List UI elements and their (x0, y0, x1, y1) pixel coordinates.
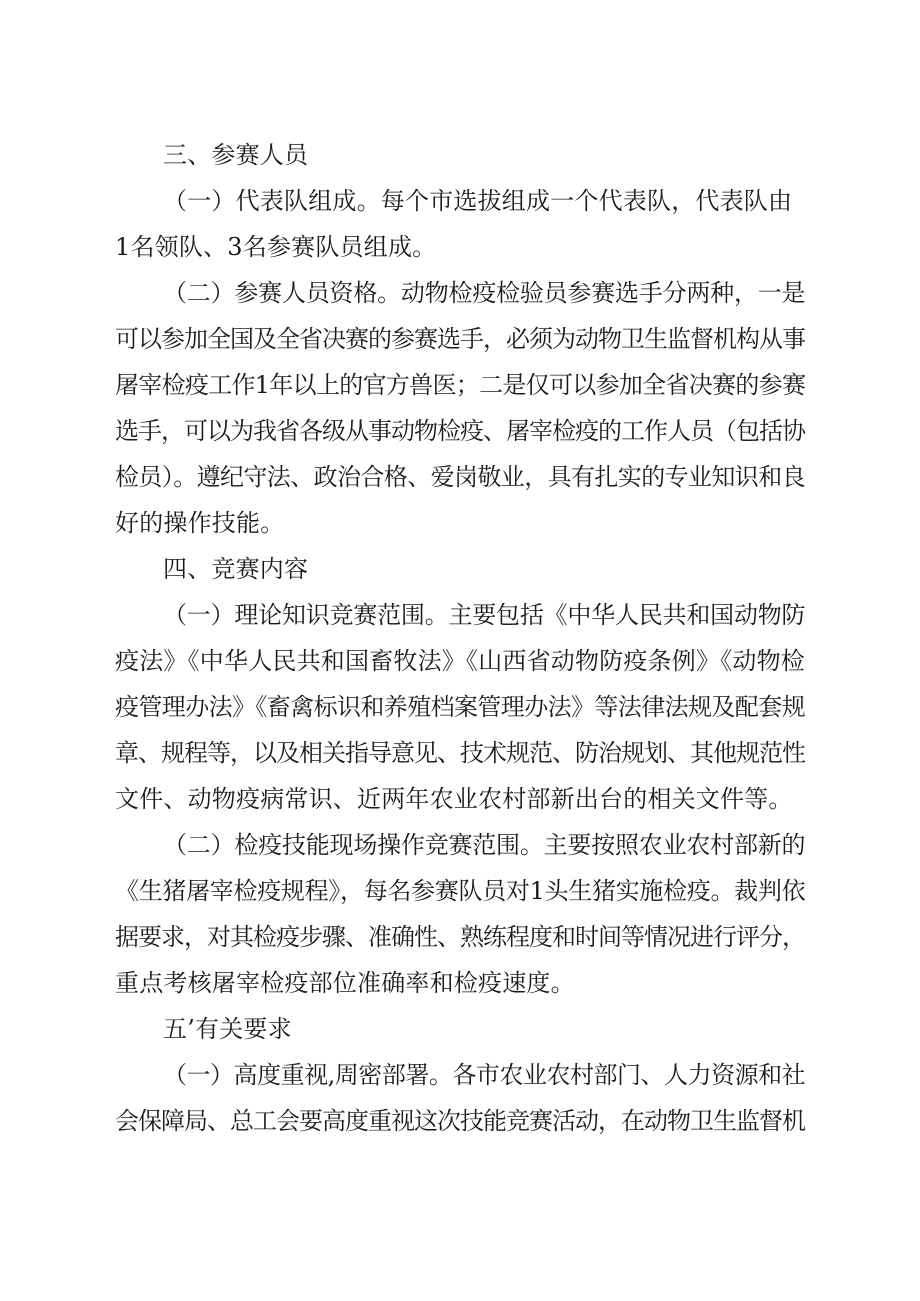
paragraph-line: 屠宰检疫工作1年以上的官方兽医；二是仅可以参加全省决赛的参赛 (115, 371, 806, 399)
paragraph-line: 可以参加全国及全省决赛的参赛选手，必须为动物卫生监督机构从事 (115, 325, 805, 353)
section-heading-content: 四、竞赛内容 (163, 555, 309, 583)
section-heading-participants: 三、参赛人员 (163, 141, 309, 169)
paragraph-line: 文件、动物疫病常识、近两年农业农村部新出台的相关文件等。 (115, 785, 793, 813)
paragraph-line: 据要求，对其检疫步骤、准确性、熟练程度和时间等情况进行评分， (115, 923, 805, 951)
paragraph-line: （二）参赛人员资格。动物检疫检验员参赛选手分两种，一是 (163, 279, 806, 307)
paragraph-line: 1名领队、3名参赛队员组成。 (115, 233, 437, 261)
paragraph-line: 好的操作技能。 (115, 509, 285, 537)
paragraph-line: （一）理论知识竞赛范围。主要包括《中华人民共和国动物防 (163, 601, 806, 629)
paragraph-line: 章、规程等，以及相关指导意见、技术规范、防治规划、其他规范性 (115, 739, 805, 767)
paragraph-line: 《生猪屠宰检疫规程》，每名参赛队员对1头生猪实施检疫。裁判依 (115, 877, 806, 905)
paragraph-line: 疫管理办法》《畜禽标识和养殖档案管理办法》等法律法规及配套规 (115, 693, 805, 721)
paragraph-line: （一）代表队组成。每个市选拔组成一个代表队，代表队由 (163, 187, 793, 215)
paragraph-line: （二）检疫技能现场操作竞赛范围。主要按照农业农村部新的 (163, 831, 806, 859)
paragraph-line: 会保障局、总工会要高度重视这次技能竞赛活动，在动物卫生监督机 (115, 1107, 805, 1135)
paragraph-line: 检员）。遵纪守法、政治合格、爱岗敬业，具有扎实的专业知识和良 (115, 463, 805, 491)
paragraph-line: 选手，可以为我省各级从事动物检疫、屠宰检疫的工作人员（包括协 (115, 417, 805, 445)
section-heading-requirements: 五’有关要求 (163, 1015, 292, 1043)
paragraph-line: （一）高度重视,周密部署。各市农业农村部门、人力资源和社 (163, 1061, 806, 1089)
document-body (115, 132, 805, 1144)
paragraph-line: 疫法》《中华人民共和国畜牧法》《山西省动物防疫条例》《动物检 (115, 647, 805, 675)
paragraph-line: 重点考核屠宰检疫部位准确率和检疫速度。 (115, 969, 575, 997)
